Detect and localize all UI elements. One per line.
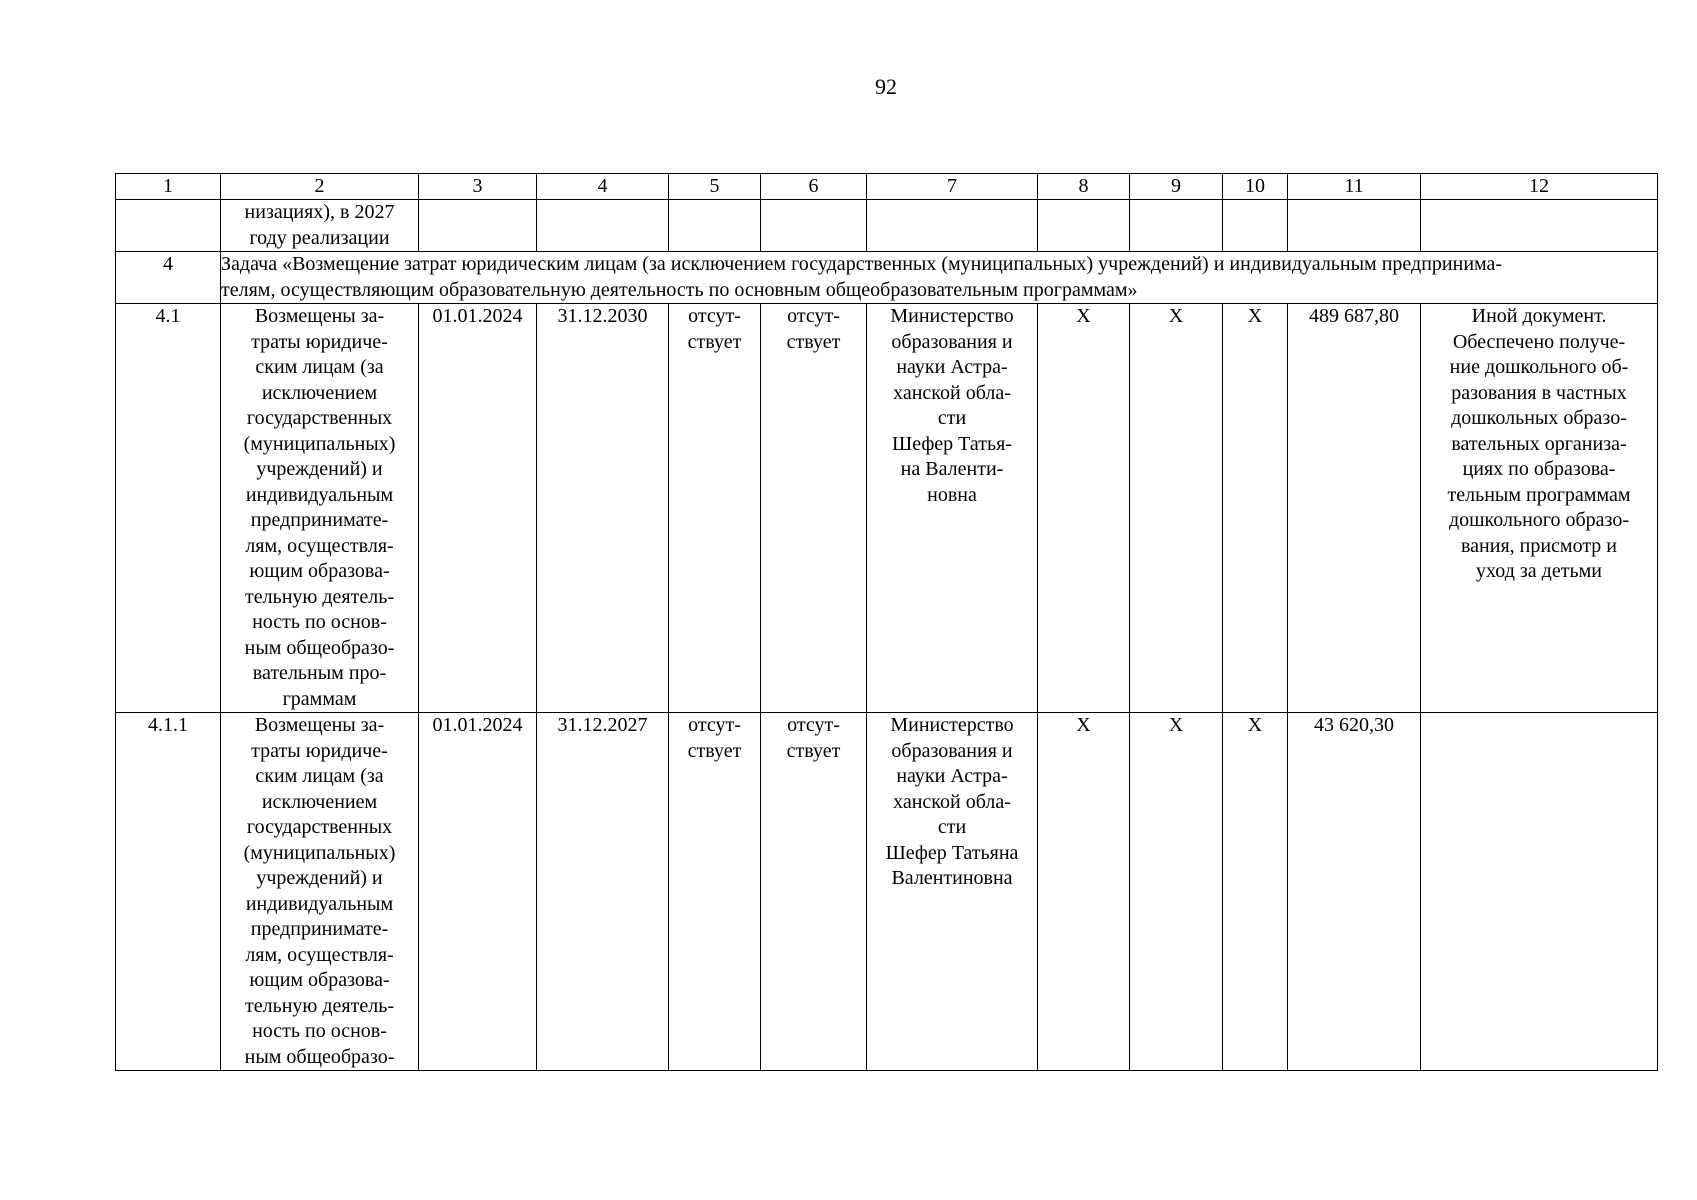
text-line: Возмещены за- — [254, 714, 385, 736]
text-line: отсут- — [688, 305, 741, 327]
column-number: 7 — [867, 174, 1038, 200]
empty-cell — [669, 200, 761, 252]
text-line: траты юридиче- — [251, 739, 388, 762]
text-line: разования в частных — [1451, 381, 1627, 404]
text-line: новна — [927, 483, 977, 506]
amount-cell: 43 620,30 — [1288, 713, 1421, 1071]
text-line: отсут- — [688, 714, 741, 736]
col6-cell — [761, 713, 867, 1071]
text-line: ствует — [687, 739, 742, 762]
text-line: учреждений) и — [256, 458, 383, 480]
column-number: 6 — [761, 174, 867, 200]
empty-cell — [867, 200, 1038, 252]
text-line: уход за детьми — [1476, 560, 1602, 582]
end-date: 31.12.2027 — [537, 713, 669, 1071]
text-line: индивидуальным — [245, 892, 394, 915]
column-number: 10 — [1223, 174, 1288, 200]
empty-cell — [1130, 200, 1223, 252]
text-line: ние дошкольного об- — [1449, 356, 1629, 378]
text-line: ханской обла- — [893, 790, 1011, 813]
text-line: году реализации — [249, 226, 390, 249]
text-line: ным общеобразо- — [244, 636, 395, 659]
text-line: телям, осуществляющим образовательную деятельность по основным общеобразовательным программам» — [221, 278, 1138, 301]
text-line: сти — [937, 407, 967, 429]
responsible-cell — [867, 304, 1038, 713]
empty-cell — [1038, 200, 1130, 252]
text-line: циях по образова- — [1462, 458, 1616, 480]
text-line: науки Астра- — [896, 765, 1008, 787]
col6-cell — [761, 304, 867, 713]
task-number: 4 — [116, 252, 221, 304]
text-line: исключением — [261, 790, 378, 813]
text-line: на Валенти- — [900, 458, 1004, 480]
column-number: 12 — [1421, 174, 1658, 200]
col8-mark: X — [1038, 713, 1130, 1071]
continuation-row — [116, 200, 1658, 252]
empty-cell — [419, 200, 537, 252]
text-line: граммам — [282, 687, 357, 710]
text-line: ным общеобразо- — [244, 1045, 395, 1068]
text-line: отсут- — [787, 714, 840, 736]
col9-mark: X — [1130, 304, 1223, 713]
table-row — [116, 304, 1658, 713]
column-number: 1 — [116, 174, 221, 200]
text-line: предпринимате- — [250, 918, 389, 940]
text-line: Шефер Татья- — [892, 432, 1012, 455]
text-line: тельным программам — [1447, 483, 1631, 506]
end-date: 31.12.2030 — [537, 304, 669, 713]
column-number: 4 — [537, 174, 669, 200]
text-line: образования и — [891, 330, 1013, 353]
text-line: ность по основ- — [252, 611, 387, 633]
column-number: 8 — [1038, 174, 1130, 200]
text-line: образования и — [891, 739, 1013, 762]
column-number: 5 — [669, 174, 761, 200]
column-number: 3 — [419, 174, 537, 200]
col9-mark: X — [1130, 713, 1223, 1071]
result-cell — [1421, 713, 1658, 1071]
text-line: Министерство — [890, 305, 1014, 327]
task-text — [221, 252, 1658, 304]
text-line: ским лицам (за — [255, 765, 384, 787]
empty-cell — [761, 200, 867, 252]
text-line: ствует — [786, 330, 841, 353]
activity-name — [221, 713, 419, 1071]
empty-cell — [537, 200, 669, 252]
text-line: траты юридиче- — [251, 330, 388, 353]
text-line: лям, осуществля- — [245, 943, 394, 966]
col10-mark: X — [1223, 304, 1288, 713]
text-line: тельную деятель- — [245, 585, 394, 608]
column-number-row — [116, 174, 1658, 200]
row-number: 4.1.1 — [116, 713, 221, 1071]
text-line: Валентиновна — [891, 867, 1013, 889]
text-line: Шефер Татьяна — [885, 841, 1019, 864]
col5-cell — [669, 304, 761, 713]
text-line: ским лицам (за — [255, 356, 384, 378]
text-line: государственных — [246, 816, 393, 838]
text-line: вания, присмотр и — [1460, 534, 1618, 557]
text-line: отсут- — [787, 305, 840, 327]
text-line: низациях), в 2027 — [244, 201, 395, 223]
empty-cell — [1223, 200, 1288, 252]
text-line: ющим образова- — [249, 560, 390, 582]
empty-cell — [1288, 200, 1421, 252]
text-line: науки Астра- — [896, 356, 1008, 378]
text-line: предпринимате- — [250, 509, 389, 531]
text-line: ханской обла- — [893, 381, 1011, 404]
text-line: государственных — [246, 407, 393, 429]
page-number: 92 — [875, 74, 897, 99]
text-line: сти — [937, 816, 967, 838]
responsible-cell — [867, 713, 1038, 1071]
start-date: 01.01.2024 — [419, 304, 537, 713]
text-line: (муниципальных) — [243, 432, 396, 455]
text-line: ющим образова- — [249, 969, 390, 991]
text-line: лям, осуществля- — [245, 534, 394, 557]
text-line: Возмещены за- — [254, 305, 385, 327]
activity-name — [221, 304, 419, 713]
text-line: Обеспечено получе- — [1452, 330, 1626, 353]
text-line: (муниципальных) — [243, 841, 396, 864]
text-line: исключением — [261, 381, 378, 404]
program-table — [115, 173, 1658, 1071]
col8-mark: X — [1038, 304, 1130, 713]
text-line: учреждений) и — [256, 867, 383, 889]
start-date: 01.01.2024 — [419, 713, 537, 1071]
column-number: 9 — [1130, 174, 1223, 200]
text-line: ствует — [687, 330, 742, 353]
empty-cell — [1421, 200, 1658, 252]
table-row — [116, 713, 1658, 1071]
text-line: ствует — [786, 739, 841, 762]
text-line: ность по основ- — [252, 1020, 387, 1042]
col5-cell — [669, 713, 761, 1071]
empty-cell — [116, 200, 221, 252]
text-line: Задача «Возмещение затрат юридическим лицам (за исключением государственных (муниципальных) учреждений) и индивидуальным предпринима- — [221, 253, 1503, 275]
text-line: вательных организа- — [1451, 432, 1627, 455]
amount-cell: 489 687,80 — [1288, 304, 1421, 713]
column-number: 11 — [1288, 174, 1421, 200]
row-number: 4.1 — [116, 304, 221, 713]
text-line: вательным про- — [252, 662, 387, 684]
text-line: дошкольного образо- — [1448, 509, 1630, 531]
col10-mark: X — [1223, 713, 1288, 1071]
result-cell — [1421, 304, 1658, 713]
text-line: тельную деятель- — [245, 994, 394, 1017]
text-line: Министерство — [890, 714, 1014, 736]
continuation-text-cell — [221, 200, 419, 252]
task-row — [116, 252, 1658, 304]
text-line: индивидуальным — [245, 483, 394, 506]
column-number: 2 — [221, 174, 419, 200]
text-line: дошкольных образо- — [1451, 407, 1627, 429]
text-line: Иной документ. — [1471, 305, 1607, 327]
